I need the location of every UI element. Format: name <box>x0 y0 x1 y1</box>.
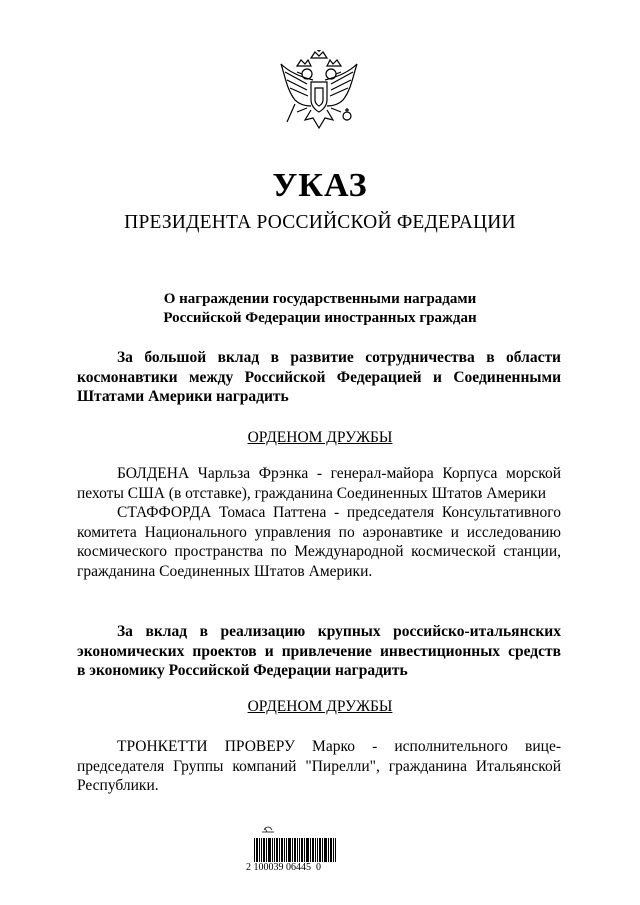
document-title: УКАЗ <box>272 167 368 204</box>
section1-recipients <box>77 464 561 582</box>
decree-heading-line: Российской Федерации иностранных граждан <box>163 310 477 326</box>
reason-line: в экономику Российской Федерации наградить <box>77 662 408 680</box>
reason-line: Штатами Америки наградить <box>77 388 289 406</box>
section2-order: ОРДЕНОМ ДРУЖБЫ <box>247 698 393 715</box>
decree-heading <box>60 290 580 328</box>
document-subtitle: ПРЕЗИДЕНТА РОССИЙСКОЙ ФЕДЕРАЦИИ <box>124 212 516 233</box>
recipient-entry: СТАФФОРДА Томаса Паттена - председателя Консультативного комитета Национального управления по аэронавтике и исследованию космического пространства по Международной космической станции, гражданина Соединенных Штатов Америки. <box>77 504 561 580</box>
decree-heading-line: О награждении государственными наградами <box>163 291 477 307</box>
barcode-logo-icon <box>262 827 274 832</box>
reason-line: За вклад в реализацию крупных российско-итальянских <box>117 623 561 640</box>
recipient-entry: ТРОНКЕТТИ ПРОВЕРУ Марко - исполнительного вице-председателя Группы компаний "Пирелли", гражданина Итальянской Республики. <box>77 738 561 795</box>
reason-line: космонавтики между Российской Федерацией и Соединенными <box>77 368 561 386</box>
reason-line: экономических проектов и привлечение инвестиционных средств <box>77 642 561 660</box>
coat-of-arms-icon <box>277 50 361 146</box>
reason-line: За большой вклад в развитие сотрудничества в области <box>117 349 561 366</box>
recipient-entry: БОЛДЕНА Чарльза Фрэнка - генерал-майора Корпуса морской пехоты США (в отставке), гражданина Соединенных Штатов Америки <box>77 465 561 502</box>
section2-recipients <box>77 737 561 796</box>
barcode <box>250 824 340 884</box>
section1-order: ОРДЕНОМ ДРУЖБЫ <box>247 429 393 446</box>
section1-reason <box>77 348 561 407</box>
section2-reason <box>77 622 561 681</box>
barcode-number: 2 100039 06445 0 <box>246 862 321 873</box>
